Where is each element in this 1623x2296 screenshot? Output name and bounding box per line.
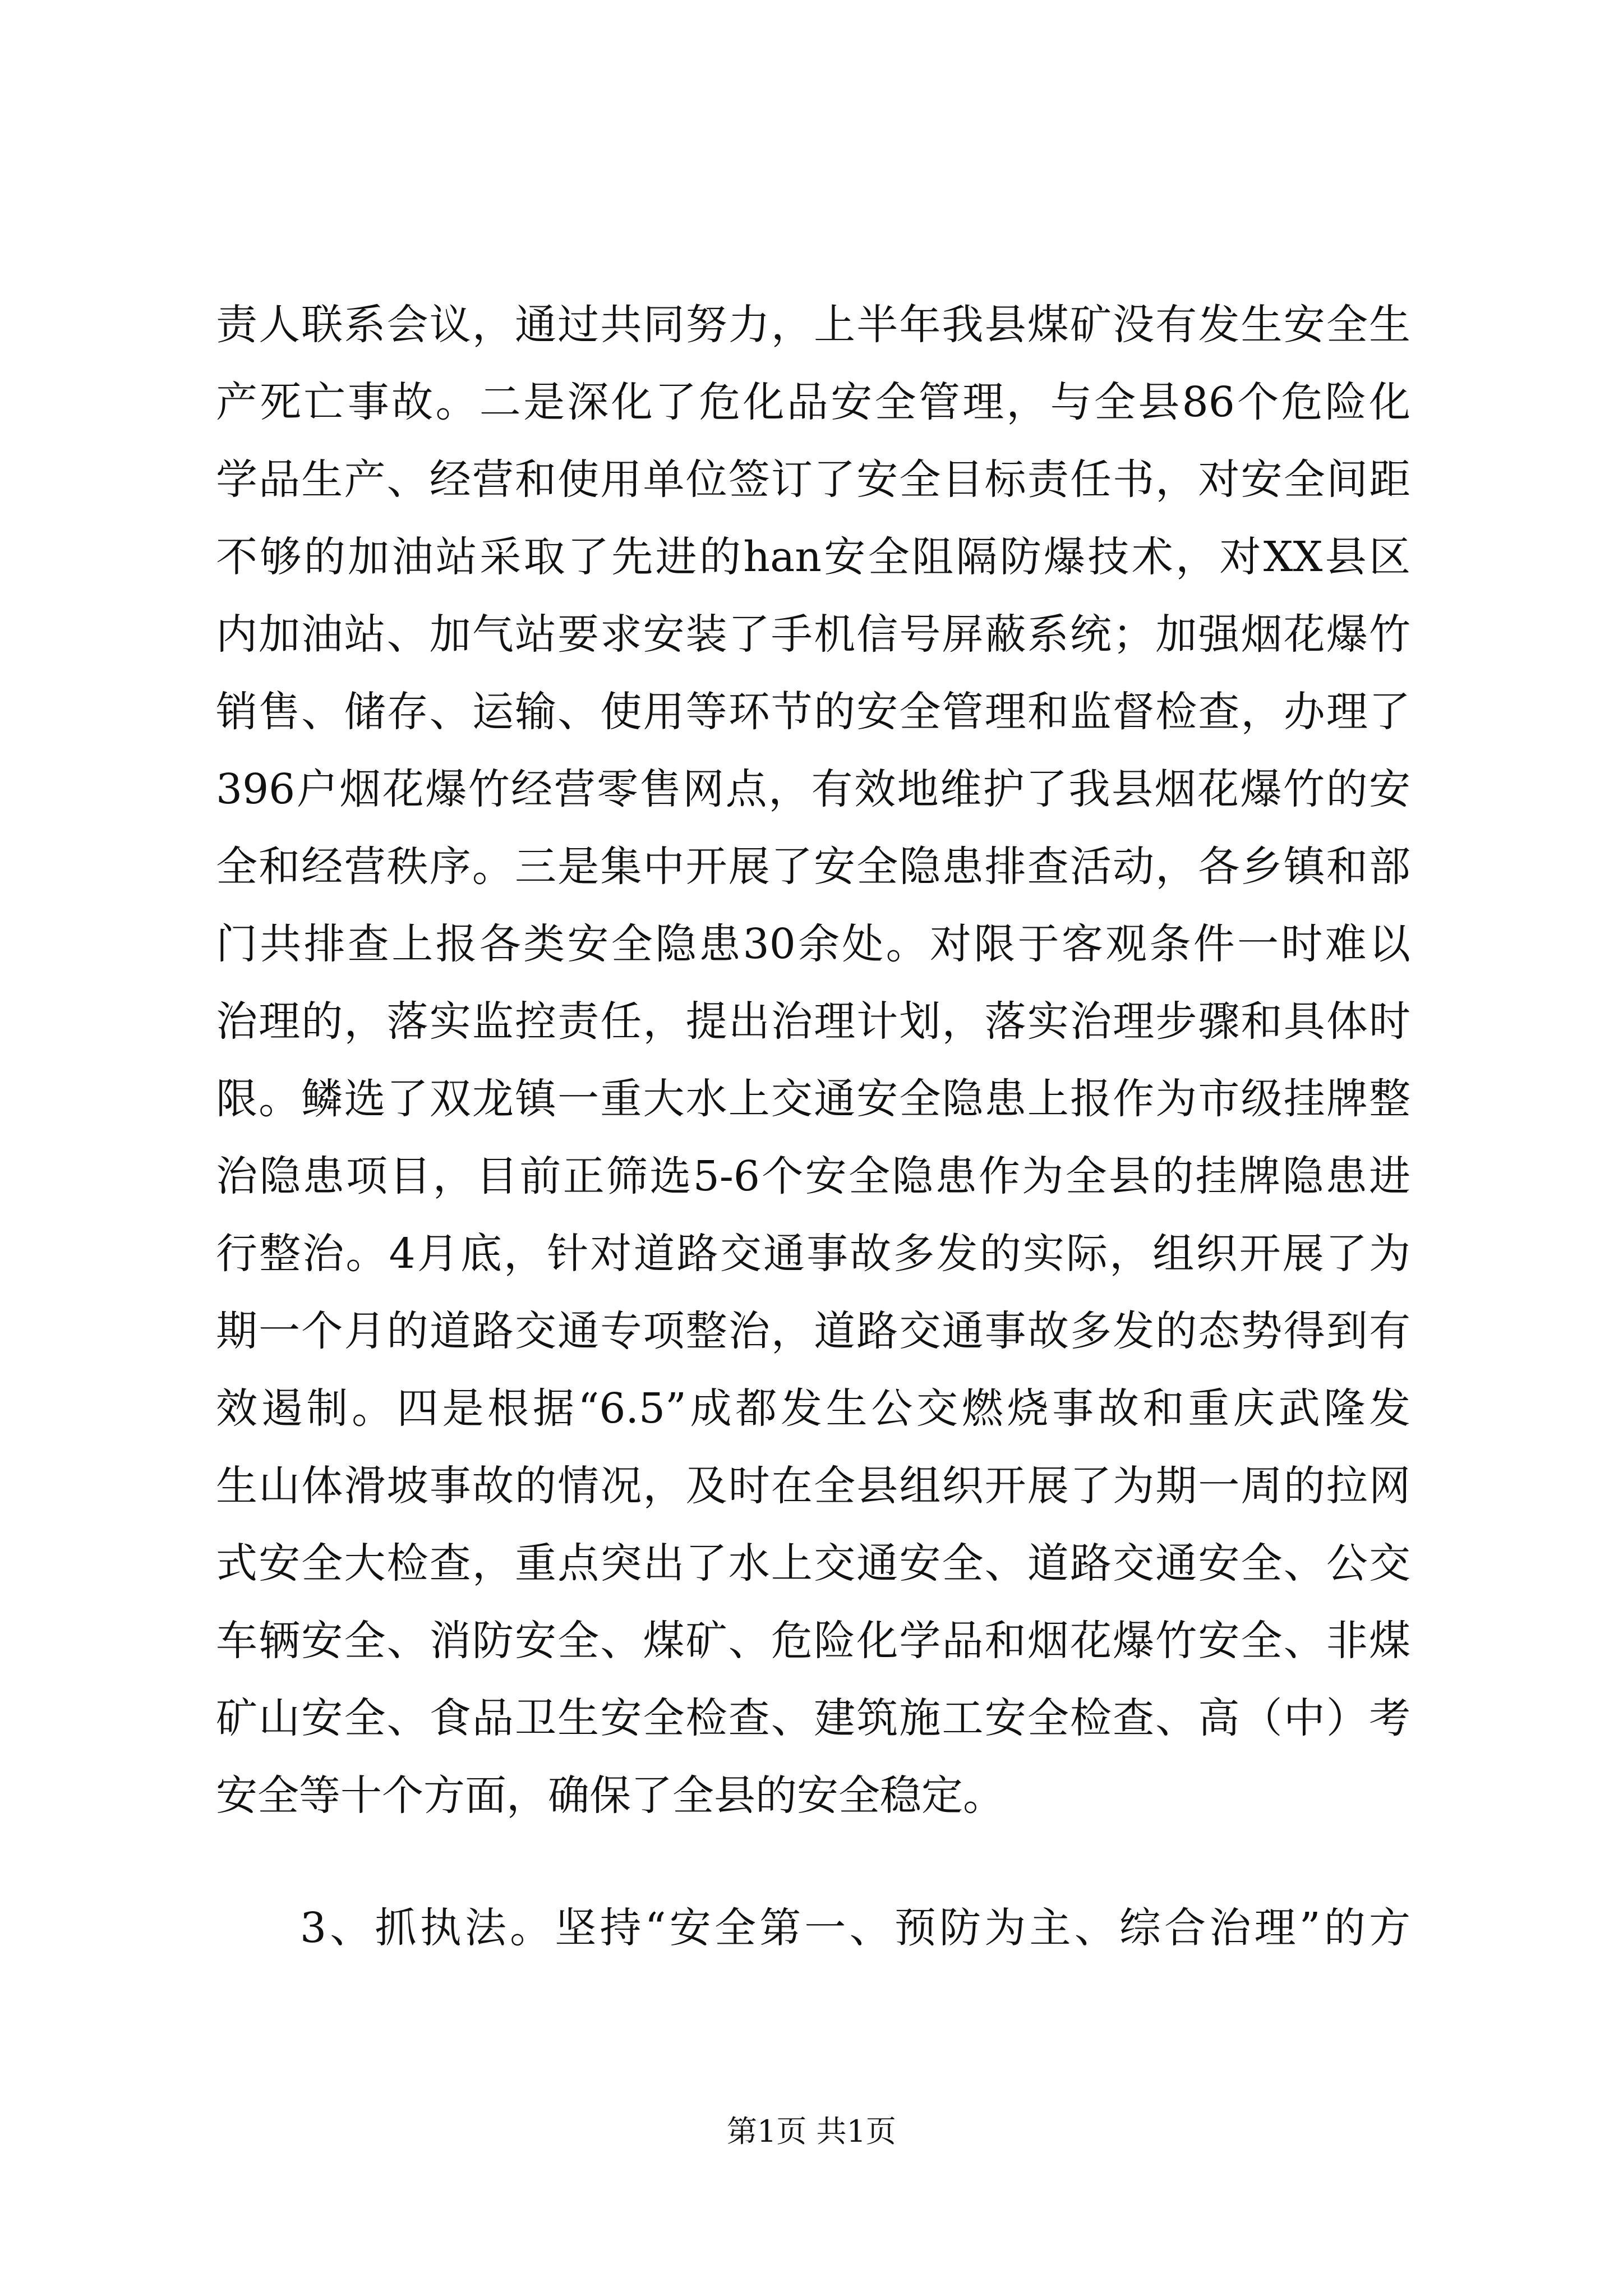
text-line: 产死亡事故。二是深化了危化品安全管理，与全县86个危险化 xyxy=(216,378,1410,426)
page-footer xyxy=(0,2109,1623,2154)
text-line: 治隐患项目，目前正筛选5-6个安全隐患作为全县的挂牌隐患进 xyxy=(216,1152,1410,1200)
text-line: 内加油站、加气站要求安装了手机信号屏蔽系统；加强烟花爆竹 xyxy=(216,610,1410,659)
text-line: 安全等十个方面，确保了全县的安全稳定。 xyxy=(216,1772,1004,1820)
text-line: 全和经营秩序。三是集中开展了安全隐患排查活动，各乡镇和部 xyxy=(216,843,1410,891)
text-line: 销售、储存、运输、使用等环节的安全管理和监督检查，办理了 xyxy=(216,688,1410,736)
text-line: 396户烟花爆竹经营零售网点，有效地维护了我县烟花爆竹的安 xyxy=(216,765,1410,813)
text-line: 生山体滑坡事故的情况，及时在全县组织开展了为期一周的拉网 xyxy=(216,1462,1410,1510)
text-line: 治理的，落实监控责任，提出治理计划，落实治理步骤和具体时 xyxy=(216,997,1410,1046)
text-line: 限。鳞选了双龙镇一重大水上交通安全隐患上报作为市级挂牌整 xyxy=(216,1075,1410,1123)
paragraph-heading-line: 3、抓执法。坚持“安全第一、预防为主、综合治理”的方 xyxy=(300,1904,1410,1952)
text-line: 车辆安全、消防安全、煤矿、危险化学品和烟花爆竹安全、非煤 xyxy=(216,1617,1410,1665)
text-line: 式安全大检查，重点突出了水上交通安全、道路交通安全、公交 xyxy=(216,1539,1410,1588)
paragraph-gap xyxy=(216,1834,1410,1889)
text-line: 责人联系会议，通过共同努力，上半年我县煤矿没有发生安全生 xyxy=(216,301,1410,349)
page-number-label: 第1页 共1页 xyxy=(727,2114,896,2149)
body-text xyxy=(216,286,1410,1967)
text-line: 门共排查上报各类安全隐患30余处。对限于客观条件一时难以 xyxy=(216,920,1410,968)
text-line: 不够的加油站采取了先进的han安全阻隔防爆技术，对XX县区 xyxy=(216,533,1410,581)
text-line: 行整治。4月底，针对道路交通事故多发的实际，组织开展了为 xyxy=(216,1230,1410,1278)
text-line: 效遏制。四是根据“6.5”成都发生公交燃烧事故和重庆武隆发 xyxy=(216,1384,1410,1433)
text-line: 矿山安全、食品卫生安全检查、建筑施工安全检查、高（中）考 xyxy=(216,1694,1410,1742)
text-line: 学品生产、经营和使用单位签订了安全目标责任书，对安全间距 xyxy=(216,455,1410,504)
text-line: 期一个月的道路交通专项整治，道路交通事故多发的态势得到有 xyxy=(216,1307,1410,1355)
